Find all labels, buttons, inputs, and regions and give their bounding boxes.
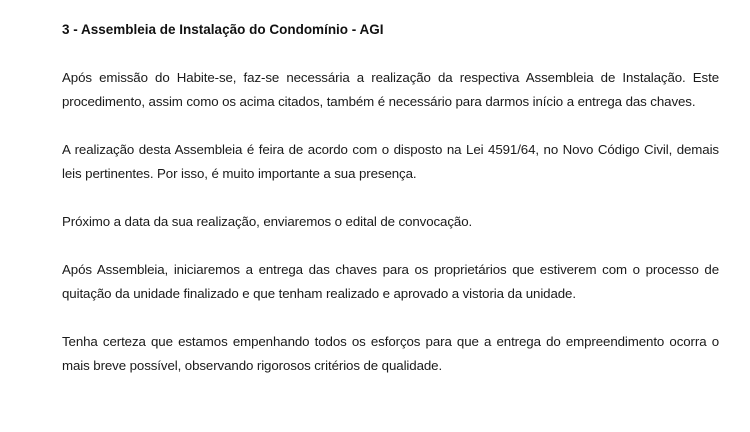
paragraph-commitment: Tenha certeza que estamos empenhando todos os esforços para que a entrega do empreendimento ocorra o mais breve possível, observando rigorosos critérios de qualidade. <box>62 334 719 374</box>
paragraph-key-delivery: Após Assembleia, iniciaremos a entrega das chaves para os proprietários que estiverem com o processo de quitação da unidade finalizado e que tenham realizado e aprovado a vistoria da unidade. <box>62 261 719 302</box>
section-title: 3 - Assembleia de Instalação do Condomínio - AGI <box>62 22 384 37</box>
paragraph-convocation: Próximo a data da sua realização, enviaremos o edital de convocação. <box>62 214 473 230</box>
document-body <box>62 19 719 402</box>
paragraph-legal-basis: A realização desta Assembleia é feira de acordo com o disposto na Lei 4591/64, no Novo Código Civil, demais leis pertinentes. Por isso, é muito importante a sua presença. <box>62 142 719 182</box>
paragraph-habite-se: Após emissão do Habite-se, faz-se necessária a realização da respectiva Assembleia de Instalação. Este procedimento, assim como os acima citados, também é necessário para darmos início a entrega das chaves. <box>62 70 719 110</box>
